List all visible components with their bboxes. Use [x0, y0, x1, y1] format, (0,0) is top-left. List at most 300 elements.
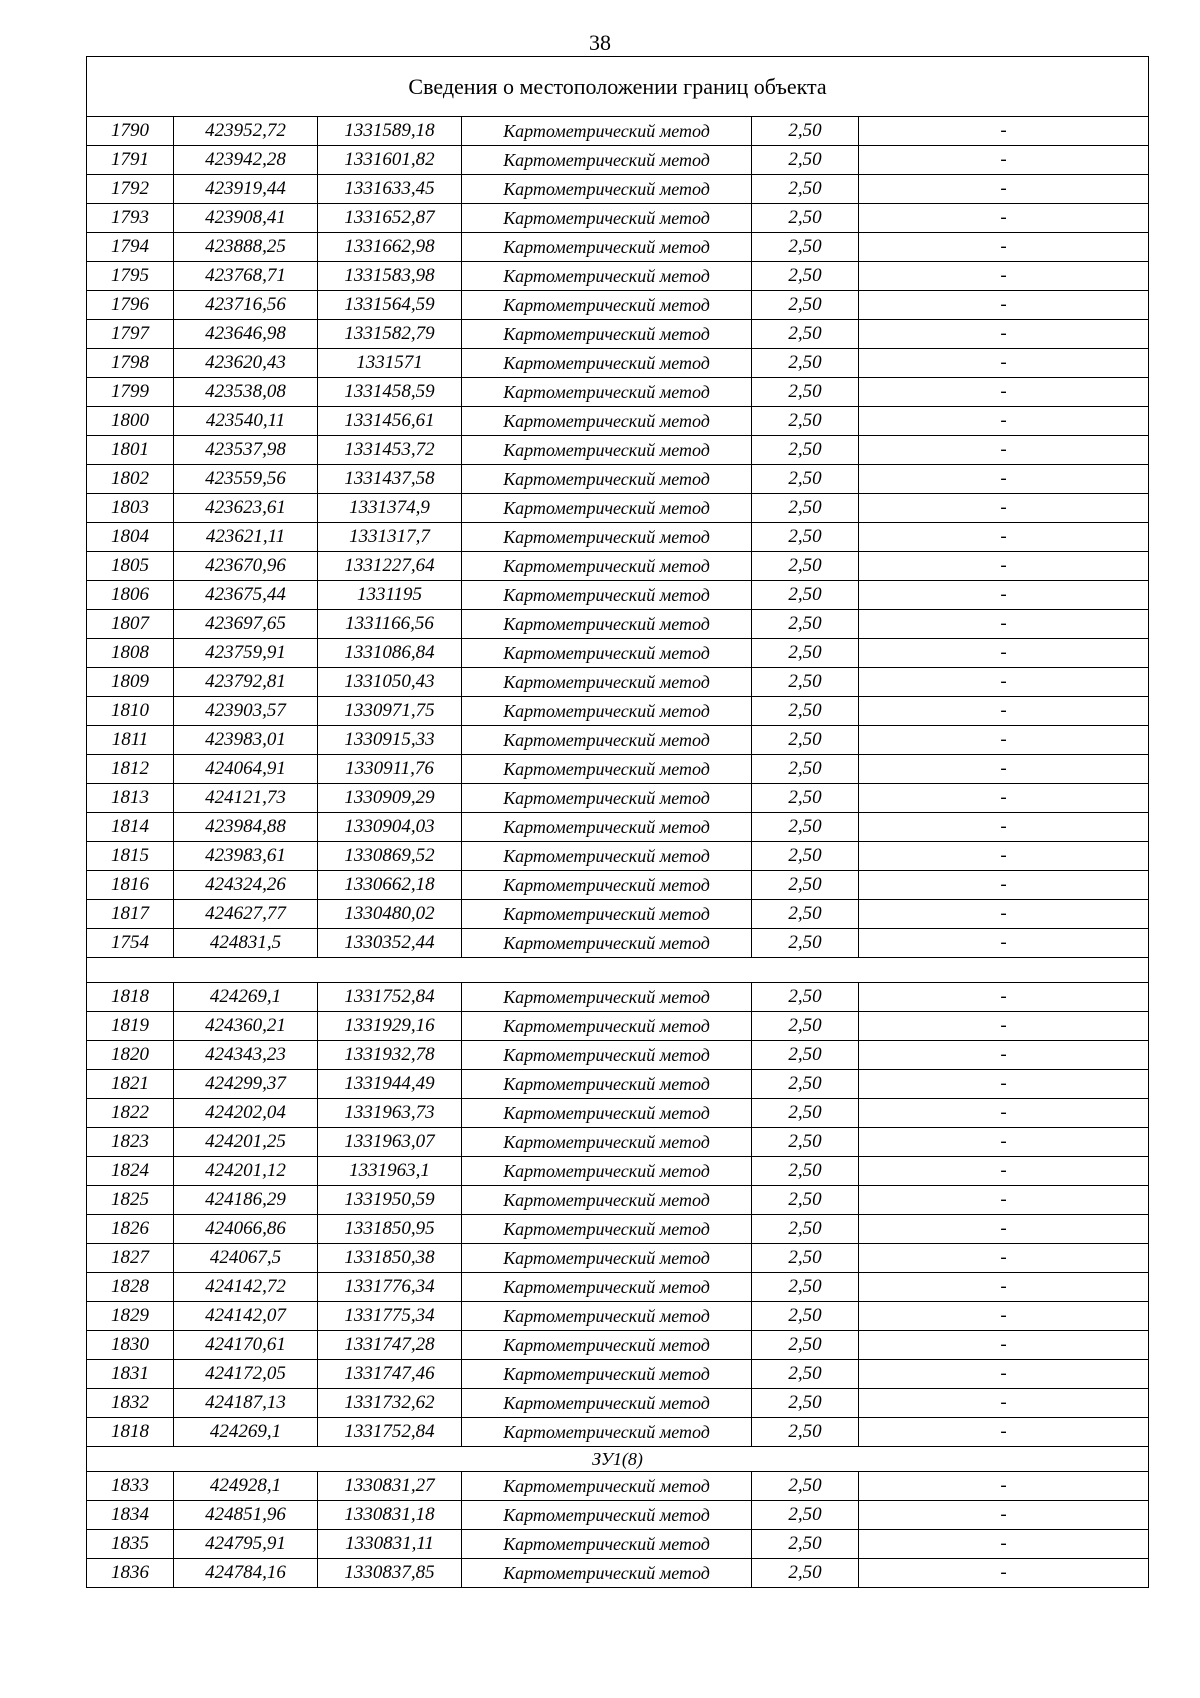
- method-cell: Картометрический метод: [462, 349, 752, 378]
- coordinate-x: 423903,57: [174, 697, 318, 726]
- table-row: [87, 581, 1149, 610]
- note-cell: -: [859, 1128, 1149, 1157]
- point-number: 1820: [87, 1041, 174, 1070]
- coordinate-x: 423919,44: [174, 175, 318, 204]
- coordinate-x: 423942,28: [174, 146, 318, 175]
- coordinate-x: 424360,21: [174, 1012, 318, 1041]
- coordinate-x: 424172,05: [174, 1360, 318, 1389]
- note-cell: -: [859, 320, 1149, 349]
- accuracy-cell: 2,50: [752, 726, 859, 755]
- note-cell: -: [859, 813, 1149, 842]
- coordinate-y: 1330909,29: [318, 784, 462, 813]
- coordinate-x: 424343,23: [174, 1041, 318, 1070]
- method-cell: Картометрический метод: [462, 900, 752, 929]
- accuracy-cell: 2,50: [752, 929, 859, 958]
- point-number: 1829: [87, 1302, 174, 1331]
- accuracy-cell: 2,50: [752, 436, 859, 465]
- method-cell: Картометрический метод: [462, 668, 752, 697]
- coordinate-x: 424795,91: [174, 1530, 318, 1559]
- method-cell: Картометрический метод: [462, 262, 752, 291]
- note-cell: -: [859, 1012, 1149, 1041]
- coordinate-x: 423983,01: [174, 726, 318, 755]
- accuracy-cell: 2,50: [752, 146, 859, 175]
- coordinate-y: 1331086,84: [318, 639, 462, 668]
- method-cell: Картометрический метод: [462, 320, 752, 349]
- coordinate-x: 424299,37: [174, 1070, 318, 1099]
- point-number: 1792: [87, 175, 174, 204]
- method-cell: Картометрический метод: [462, 842, 752, 871]
- point-number: 1754: [87, 929, 174, 958]
- coordinate-x: 423540,11: [174, 407, 318, 436]
- method-cell: Картометрический метод: [462, 1389, 752, 1418]
- note-cell: -: [859, 1472, 1149, 1501]
- note-cell: -: [859, 117, 1149, 146]
- accuracy-cell: 2,50: [752, 639, 859, 668]
- note-cell: -: [859, 1157, 1149, 1186]
- accuracy-cell: 2,50: [752, 378, 859, 407]
- table-row: [87, 1501, 1149, 1530]
- accuracy-cell: 2,50: [752, 1215, 859, 1244]
- method-cell: Картометрический метод: [462, 639, 752, 668]
- coordinate-x: 423984,88: [174, 813, 318, 842]
- coordinate-x: 424142,07: [174, 1302, 318, 1331]
- accuracy-cell: 2,50: [752, 552, 859, 581]
- table-row: [87, 1389, 1149, 1418]
- note-cell: -: [859, 668, 1149, 697]
- table-row: [87, 320, 1149, 349]
- method-cell: Картометрический метод: [462, 523, 752, 552]
- coordinate-x: 423675,44: [174, 581, 318, 610]
- note-cell: -: [859, 610, 1149, 639]
- note-cell: -: [859, 1099, 1149, 1128]
- coordinate-x: 424831,5: [174, 929, 318, 958]
- accuracy-cell: 2,50: [752, 755, 859, 784]
- method-cell: Картометрический метод: [462, 983, 752, 1012]
- method-cell: Картометрический метод: [462, 755, 752, 784]
- accuracy-cell: 2,50: [752, 1041, 859, 1070]
- coordinate-x: 423983,61: [174, 842, 318, 871]
- coordinate-y: 1331437,58: [318, 465, 462, 494]
- coordinate-x: 423537,98: [174, 436, 318, 465]
- coordinate-y: 1331850,38: [318, 1244, 462, 1273]
- coordinate-x: 423716,56: [174, 291, 318, 320]
- coordinate-y: 1330831,18: [318, 1501, 462, 1530]
- coordinate-x: 423952,72: [174, 117, 318, 146]
- note-cell: -: [859, 1418, 1149, 1447]
- method-cell: Картометрический метод: [462, 1157, 752, 1186]
- method-cell: Картометрический метод: [462, 1215, 752, 1244]
- accuracy-cell: 2,50: [752, 871, 859, 900]
- coordinate-x: 424202,04: [174, 1099, 318, 1128]
- coordinate-y: 1331195: [318, 581, 462, 610]
- coordinate-y: 1331850,95: [318, 1215, 462, 1244]
- point-number: 1815: [87, 842, 174, 871]
- method-cell: Картометрический метод: [462, 378, 752, 407]
- method-cell: Картометрический метод: [462, 1186, 752, 1215]
- note-cell: -: [859, 378, 1149, 407]
- table-row: [87, 175, 1149, 204]
- method-cell: Картометрический метод: [462, 146, 752, 175]
- table-row: [87, 871, 1149, 900]
- coordinate-y: 1331374,9: [318, 494, 462, 523]
- method-cell: Картометрический метод: [462, 1331, 752, 1360]
- note-cell: -: [859, 1501, 1149, 1530]
- point-number: 1797: [87, 320, 174, 349]
- note-cell: -: [859, 1331, 1149, 1360]
- table-row: [87, 349, 1149, 378]
- note-cell: -: [859, 1041, 1149, 1070]
- coordinate-x: 424928,1: [174, 1472, 318, 1501]
- point-number: 1800: [87, 407, 174, 436]
- note-cell: -: [859, 1244, 1149, 1273]
- accuracy-cell: 2,50: [752, 349, 859, 378]
- coordinate-y: 1331944,49: [318, 1070, 462, 1099]
- accuracy-cell: 2,50: [752, 407, 859, 436]
- note-cell: -: [859, 726, 1149, 755]
- note-cell: -: [859, 1530, 1149, 1559]
- coordinate-y: 1331963,1: [318, 1157, 462, 1186]
- method-cell: Картометрический метод: [462, 1472, 752, 1501]
- point-number: 1818: [87, 1418, 174, 1447]
- table-row: [87, 842, 1149, 871]
- accuracy-cell: 2,50: [752, 1418, 859, 1447]
- coordinate-x: 424142,72: [174, 1273, 318, 1302]
- coordinate-y: 1331571: [318, 349, 462, 378]
- method-cell: Картометрический метод: [462, 1302, 752, 1331]
- accuracy-cell: 2,50: [752, 465, 859, 494]
- coordinate-y: 1330904,03: [318, 813, 462, 842]
- method-cell: Картометрический метод: [462, 1099, 752, 1128]
- coordinate-y: 1331950,59: [318, 1186, 462, 1215]
- note-cell: -: [859, 755, 1149, 784]
- table-row: [87, 610, 1149, 639]
- accuracy-cell: 2,50: [752, 1157, 859, 1186]
- point-number: 1828: [87, 1273, 174, 1302]
- method-cell: Картометрический метод: [462, 784, 752, 813]
- table-row: [87, 465, 1149, 494]
- accuracy-cell: 2,50: [752, 494, 859, 523]
- method-cell: Картометрический метод: [462, 1273, 752, 1302]
- section-row: [87, 958, 1149, 983]
- method-cell: Картометрический метод: [462, 1041, 752, 1070]
- method-cell: Картометрический метод: [462, 407, 752, 436]
- coordinate-y: 1331752,84: [318, 1418, 462, 1447]
- accuracy-cell: 2,50: [752, 697, 859, 726]
- note-cell: -: [859, 1389, 1149, 1418]
- method-cell: Картометрический метод: [462, 552, 752, 581]
- coordinate-x: 424269,1: [174, 1418, 318, 1447]
- table-row: [87, 1128, 1149, 1157]
- coordinate-x: 423670,96: [174, 552, 318, 581]
- point-number: 1806: [87, 581, 174, 610]
- table-row: [87, 204, 1149, 233]
- note-cell: -: [859, 983, 1149, 1012]
- point-number: 1811: [87, 726, 174, 755]
- coordinate-x: 423621,11: [174, 523, 318, 552]
- coordinate-y: 1331963,73: [318, 1099, 462, 1128]
- note-cell: -: [859, 929, 1149, 958]
- table-row: [87, 1244, 1149, 1273]
- point-number: 1809: [87, 668, 174, 697]
- point-number: 1818: [87, 983, 174, 1012]
- coordinate-y: 1331456,61: [318, 407, 462, 436]
- coordinate-y: 1331633,45: [318, 175, 462, 204]
- point-number: 1813: [87, 784, 174, 813]
- point-number: 1821: [87, 1070, 174, 1099]
- note-cell: -: [859, 639, 1149, 668]
- note-cell: -: [859, 842, 1149, 871]
- accuracy-cell: 2,50: [752, 1070, 859, 1099]
- coordinate-x: 424201,12: [174, 1157, 318, 1186]
- table-row: [87, 378, 1149, 407]
- coordinate-x: 424201,25: [174, 1128, 318, 1157]
- table-row: [87, 697, 1149, 726]
- coordinate-x: 424269,1: [174, 983, 318, 1012]
- coordinate-y: 1331776,34: [318, 1273, 462, 1302]
- note-cell: -: [859, 697, 1149, 726]
- method-cell: Картометрический метод: [462, 610, 752, 639]
- coordinate-y: 1330662,18: [318, 871, 462, 900]
- note-cell: -: [859, 175, 1149, 204]
- table-row: [87, 929, 1149, 958]
- accuracy-cell: 2,50: [752, 983, 859, 1012]
- accuracy-cell: 2,50: [752, 1559, 859, 1588]
- coordinate-y: 1331732,62: [318, 1389, 462, 1418]
- point-number: 1799: [87, 378, 174, 407]
- coordinate-y: 1331932,78: [318, 1041, 462, 1070]
- accuracy-cell: 2,50: [752, 175, 859, 204]
- note-cell: -: [859, 552, 1149, 581]
- point-number: 1814: [87, 813, 174, 842]
- note-cell: -: [859, 407, 1149, 436]
- section-row: [87, 1447, 1149, 1472]
- note-cell: -: [859, 900, 1149, 929]
- point-number: 1803: [87, 494, 174, 523]
- note-cell: -: [859, 1215, 1149, 1244]
- coordinate-x: 424186,29: [174, 1186, 318, 1215]
- table-row: [87, 813, 1149, 842]
- point-number: 1816: [87, 871, 174, 900]
- method-cell: Картометрический метод: [462, 871, 752, 900]
- table-row: [87, 552, 1149, 581]
- point-number: 1796: [87, 291, 174, 320]
- accuracy-cell: 2,50: [752, 813, 859, 842]
- accuracy-cell: 2,50: [752, 320, 859, 349]
- coordinate-x: 423623,61: [174, 494, 318, 523]
- point-number: 1798: [87, 349, 174, 378]
- point-number: 1825: [87, 1186, 174, 1215]
- table-row: [87, 1099, 1149, 1128]
- method-cell: Картометрический метод: [462, 1012, 752, 1041]
- point-number: 1793: [87, 204, 174, 233]
- coordinate-y: 1331929,16: [318, 1012, 462, 1041]
- table-row: [87, 983, 1149, 1012]
- note-cell: -: [859, 1360, 1149, 1389]
- table-row: [87, 1070, 1149, 1099]
- note-cell: -: [859, 349, 1149, 378]
- method-cell: Картометрический метод: [462, 726, 752, 755]
- note-cell: -: [859, 465, 1149, 494]
- table-title-row: [87, 57, 1149, 117]
- method-cell: Картометрический метод: [462, 436, 752, 465]
- method-cell: Картометрический метод: [462, 1128, 752, 1157]
- coordinate-y: 1331747,28: [318, 1331, 462, 1360]
- coordinate-y: 1331662,98: [318, 233, 462, 262]
- point-number: 1802: [87, 465, 174, 494]
- table-row: [87, 1360, 1149, 1389]
- table-row: [87, 1472, 1149, 1501]
- method-cell: Картометрический метод: [462, 1360, 752, 1389]
- table-row: [87, 1186, 1149, 1215]
- point-number: 1804: [87, 523, 174, 552]
- method-cell: Картометрический метод: [462, 204, 752, 233]
- accuracy-cell: 2,50: [752, 900, 859, 929]
- coordinate-x: 423697,65: [174, 610, 318, 639]
- note-cell: -: [859, 262, 1149, 291]
- accuracy-cell: 2,50: [752, 1099, 859, 1128]
- coordinate-x: 424627,77: [174, 900, 318, 929]
- method-cell: Картометрический метод: [462, 929, 752, 958]
- method-cell: Картометрический метод: [462, 494, 752, 523]
- coordinate-y: 1331564,59: [318, 291, 462, 320]
- point-number: 1833: [87, 1472, 174, 1501]
- table-row: [87, 436, 1149, 465]
- note-cell: -: [859, 291, 1149, 320]
- accuracy-cell: 2,50: [752, 117, 859, 146]
- point-number: 1790: [87, 117, 174, 146]
- coordinate-y: 1331317,7: [318, 523, 462, 552]
- note-cell: -: [859, 871, 1149, 900]
- coordinate-x: 424067,5: [174, 1244, 318, 1273]
- method-cell: Картометрический метод: [462, 233, 752, 262]
- method-cell: Картометрический метод: [462, 117, 752, 146]
- coordinate-x: 423792,81: [174, 668, 318, 697]
- table-row: [87, 494, 1149, 523]
- point-number: 1831: [87, 1360, 174, 1389]
- coordinate-y: 1330869,52: [318, 842, 462, 871]
- coordinate-y: 1331652,87: [318, 204, 462, 233]
- coordinate-x: 423908,41: [174, 204, 318, 233]
- table-row: [87, 233, 1149, 262]
- coordinate-y: 1331601,82: [318, 146, 462, 175]
- point-number: 1830: [87, 1331, 174, 1360]
- coordinate-x: 423759,91: [174, 639, 318, 668]
- accuracy-cell: 2,50: [752, 1530, 859, 1559]
- coordinate-y: 1331050,43: [318, 668, 462, 697]
- coordinate-y: 1331583,98: [318, 262, 462, 291]
- note-cell: -: [859, 146, 1149, 175]
- accuracy-cell: 2,50: [752, 233, 859, 262]
- coordinate-y: 1330480,02: [318, 900, 462, 929]
- coordinate-x: 424187,13: [174, 1389, 318, 1418]
- accuracy-cell: 2,50: [752, 784, 859, 813]
- coordinate-y: 1330971,75: [318, 697, 462, 726]
- table-row: [87, 407, 1149, 436]
- note-cell: -: [859, 204, 1149, 233]
- table-row: [87, 755, 1149, 784]
- point-number: 1835: [87, 1530, 174, 1559]
- accuracy-cell: 2,50: [752, 1389, 859, 1418]
- coordinate-y: 1331227,64: [318, 552, 462, 581]
- coordinate-y: 1331453,72: [318, 436, 462, 465]
- point-number: 1832: [87, 1389, 174, 1418]
- accuracy-cell: 2,50: [752, 1501, 859, 1530]
- table-row: [87, 668, 1149, 697]
- table-row: [87, 1041, 1149, 1070]
- table-row: [87, 262, 1149, 291]
- page-number: 38: [589, 30, 611, 55]
- note-cell: -: [859, 1070, 1149, 1099]
- coordinate-y: 1330831,27: [318, 1472, 462, 1501]
- coordinate-y: 1331582,79: [318, 320, 462, 349]
- table-row: [87, 117, 1149, 146]
- accuracy-cell: 2,50: [752, 1302, 859, 1331]
- point-number: 1812: [87, 755, 174, 784]
- point-number: 1817: [87, 900, 174, 929]
- point-number: 1819: [87, 1012, 174, 1041]
- table-row: [87, 1331, 1149, 1360]
- point-number: 1824: [87, 1157, 174, 1186]
- coordinate-y: 1331752,84: [318, 983, 462, 1012]
- table-title: Сведения о местоположении границ объекта: [87, 57, 1149, 117]
- table-row: [87, 1012, 1149, 1041]
- accuracy-cell: 2,50: [752, 1128, 859, 1157]
- coordinate-y: 1330352,44: [318, 929, 462, 958]
- table-row: [87, 523, 1149, 552]
- coordinate-y: 1331775,34: [318, 1302, 462, 1331]
- table-row: [87, 784, 1149, 813]
- accuracy-cell: 2,50: [752, 204, 859, 233]
- method-cell: Картометрический метод: [462, 1418, 752, 1447]
- accuracy-cell: 2,50: [752, 1472, 859, 1501]
- accuracy-cell: 2,50: [752, 1186, 859, 1215]
- coordinate-x: 424064,91: [174, 755, 318, 784]
- note-cell: -: [859, 1273, 1149, 1302]
- boundary-coordinates-table: [86, 56, 1149, 1588]
- method-cell: Картометрический метод: [462, 175, 752, 204]
- coordinate-y: 1330837,85: [318, 1559, 462, 1588]
- note-cell: -: [859, 233, 1149, 262]
- method-cell: Картометрический метод: [462, 1501, 752, 1530]
- accuracy-cell: 2,50: [752, 1012, 859, 1041]
- section-label: ЗУ1(8): [87, 1447, 1149, 1472]
- point-number: 1834: [87, 1501, 174, 1530]
- coordinate-x: 423646,98: [174, 320, 318, 349]
- point-number: 1827: [87, 1244, 174, 1273]
- table-row: [87, 900, 1149, 929]
- accuracy-cell: 2,50: [752, 842, 859, 871]
- note-cell: -: [859, 436, 1149, 465]
- accuracy-cell: 2,50: [752, 262, 859, 291]
- method-cell: Картометрический метод: [462, 581, 752, 610]
- coordinate-y: 1331166,56: [318, 610, 462, 639]
- point-number: 1826: [87, 1215, 174, 1244]
- note-cell: -: [859, 1302, 1149, 1331]
- coordinate-x: 424170,61: [174, 1331, 318, 1360]
- coordinate-y: 1331589,18: [318, 117, 462, 146]
- point-number: 1836: [87, 1559, 174, 1588]
- method-cell: Картометрический метод: [462, 1244, 752, 1273]
- point-number: 1801: [87, 436, 174, 465]
- coordinate-x: 424066,86: [174, 1215, 318, 1244]
- note-cell: -: [859, 1186, 1149, 1215]
- method-cell: Картометрический метод: [462, 291, 752, 320]
- method-cell: Картометрический метод: [462, 813, 752, 842]
- coordinate-y: 1331963,07: [318, 1128, 462, 1157]
- accuracy-cell: 2,50: [752, 1273, 859, 1302]
- method-cell: Картометрический метод: [462, 1070, 752, 1099]
- note-cell: -: [859, 581, 1149, 610]
